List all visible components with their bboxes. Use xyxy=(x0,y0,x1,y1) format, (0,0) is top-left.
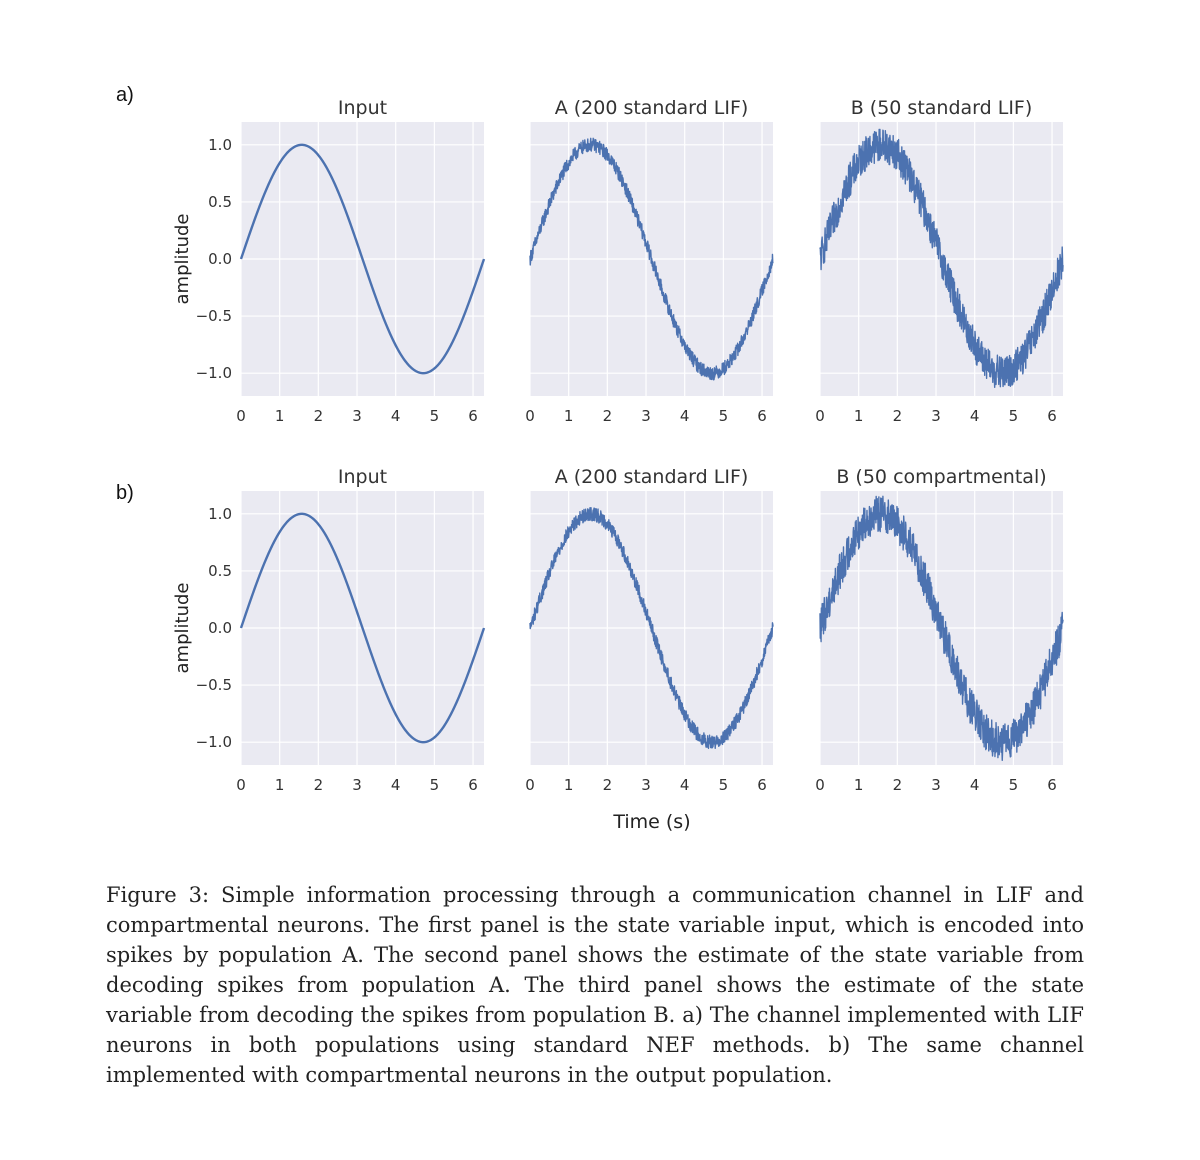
panel-6-x-tick-label: 0 xyxy=(815,776,825,794)
row-label-b: b) xyxy=(116,482,134,504)
panel-3-x-tick-label: 2 xyxy=(892,407,903,425)
panel-2-x-tick-label: 2 xyxy=(602,407,613,425)
panel-1-y-tick-label: −0.5 xyxy=(195,307,232,326)
panel-3-x-tick-label: 1 xyxy=(853,407,864,425)
panel-6-x-tick-label: 3 xyxy=(931,776,941,794)
panel-2-x-tick-label: 5 xyxy=(718,407,729,425)
x-axis-label: Time (s) xyxy=(613,811,691,833)
panel-4-x-tick-label: 5 xyxy=(429,776,440,794)
panel-2-x-tick-label: 6 xyxy=(757,407,767,425)
panel-4-x-tick-label: 2 xyxy=(313,776,324,794)
panel-2-x-tick-label: 1 xyxy=(563,407,574,425)
panel-2-title: A (200 standard LIF) xyxy=(554,97,749,119)
panel-6-x-tick-label: 1 xyxy=(853,776,864,794)
panel-4-x-tick-label: 1 xyxy=(274,776,285,794)
panel-5-x-tick-label: 2 xyxy=(602,776,613,794)
panel-2-x-tick-label: 3 xyxy=(641,407,651,425)
panel-1-y-tick-label: −1.0 xyxy=(195,364,232,383)
panel-3-x-tick-label: 5 xyxy=(1008,407,1019,425)
panel-4-y-tick-label: 0.0 xyxy=(208,619,232,637)
panel-1-y-tick-label: 1.0 xyxy=(208,135,232,154)
panel-4-x-tick-label: 3 xyxy=(352,776,362,794)
panel-1-x-tick-label: 4 xyxy=(390,407,401,425)
panel-5-x-tick-label: 6 xyxy=(757,776,767,794)
panel-4-y-tick-label: 0.5 xyxy=(208,561,232,580)
panel-5-x-tick-label: 1 xyxy=(563,776,574,794)
panel-4-x-tick-label: 6 xyxy=(468,776,478,794)
panel-1-x-tick-label: 2 xyxy=(313,407,324,425)
panel-1-x-tick-label: 6 xyxy=(468,407,478,425)
panel-3-title: B (50 standard LIF) xyxy=(850,97,1033,119)
y-axis-label-a: amplitude xyxy=(172,213,193,305)
figure-caption: Figure 3: Simple information processing through a communication channel in LIF and compartmental neurons. The first panel is the state variable input, which is encoded into spikes by population A. The second panel shows the estimate of the state variable from decoding spikes from population A. The third panel shows the estimate of the state variable from decoding the spikes from population B. a) The channel implemented with LIF neurons in both populations using standard NEF methods. b) The same channel implemented with compartmental neurons in the output population. xyxy=(106,883,1084,1087)
panel-4-x-tick-label: 4 xyxy=(390,776,401,794)
panel-3-x-tick-label: 6 xyxy=(1047,407,1057,425)
panel-6-x-tick-label: 6 xyxy=(1047,776,1057,794)
panel-5-x-tick-label: 4 xyxy=(679,776,690,794)
panel-3-x-tick-label: 0 xyxy=(815,407,825,425)
panel-6-title: B (50 compartmental) xyxy=(836,466,1047,488)
panel-6-x-tick-label: 2 xyxy=(892,776,903,794)
panel-4-y-tick-label: 1.0 xyxy=(208,504,232,523)
panel-1-y-tick-label: 0.0 xyxy=(208,250,232,268)
y-axis-label-b: amplitude xyxy=(172,582,193,674)
panel-5-x-tick-label: 0 xyxy=(525,776,535,794)
panel-2-x-tick-label: 4 xyxy=(679,407,690,425)
panel-5-x-tick-label: 3 xyxy=(641,776,651,794)
panel-5-title: A (200 standard LIF) xyxy=(554,466,749,488)
panel-1-x-tick-label: 3 xyxy=(352,407,362,425)
panel-1-x-tick-label: 0 xyxy=(236,407,246,425)
panel-6-x-tick-label: 5 xyxy=(1008,776,1019,794)
panel-6-x-tick-label: 4 xyxy=(969,776,980,794)
panel-1-y-tick-label: 0.5 xyxy=(208,192,232,211)
row-label-a: a) xyxy=(116,84,134,106)
panel-1-x-tick-label: 1 xyxy=(274,407,285,425)
panel-1-x-tick-label: 5 xyxy=(429,407,440,425)
panel-4-y-tick-label: −1.0 xyxy=(195,733,232,752)
panel-4-title: Input xyxy=(337,466,388,488)
panel-4-y-tick-label: −0.5 xyxy=(195,676,232,695)
panel-1-title: Input xyxy=(337,97,388,119)
panel-3-x-tick-label: 4 xyxy=(969,407,980,425)
panel-4-x-tick-label: 0 xyxy=(236,776,246,794)
panel-2-x-tick-label: 0 xyxy=(525,407,535,425)
panel-3-x-tick-label: 3 xyxy=(931,407,941,425)
panel-5-x-tick-label: 5 xyxy=(718,776,729,794)
